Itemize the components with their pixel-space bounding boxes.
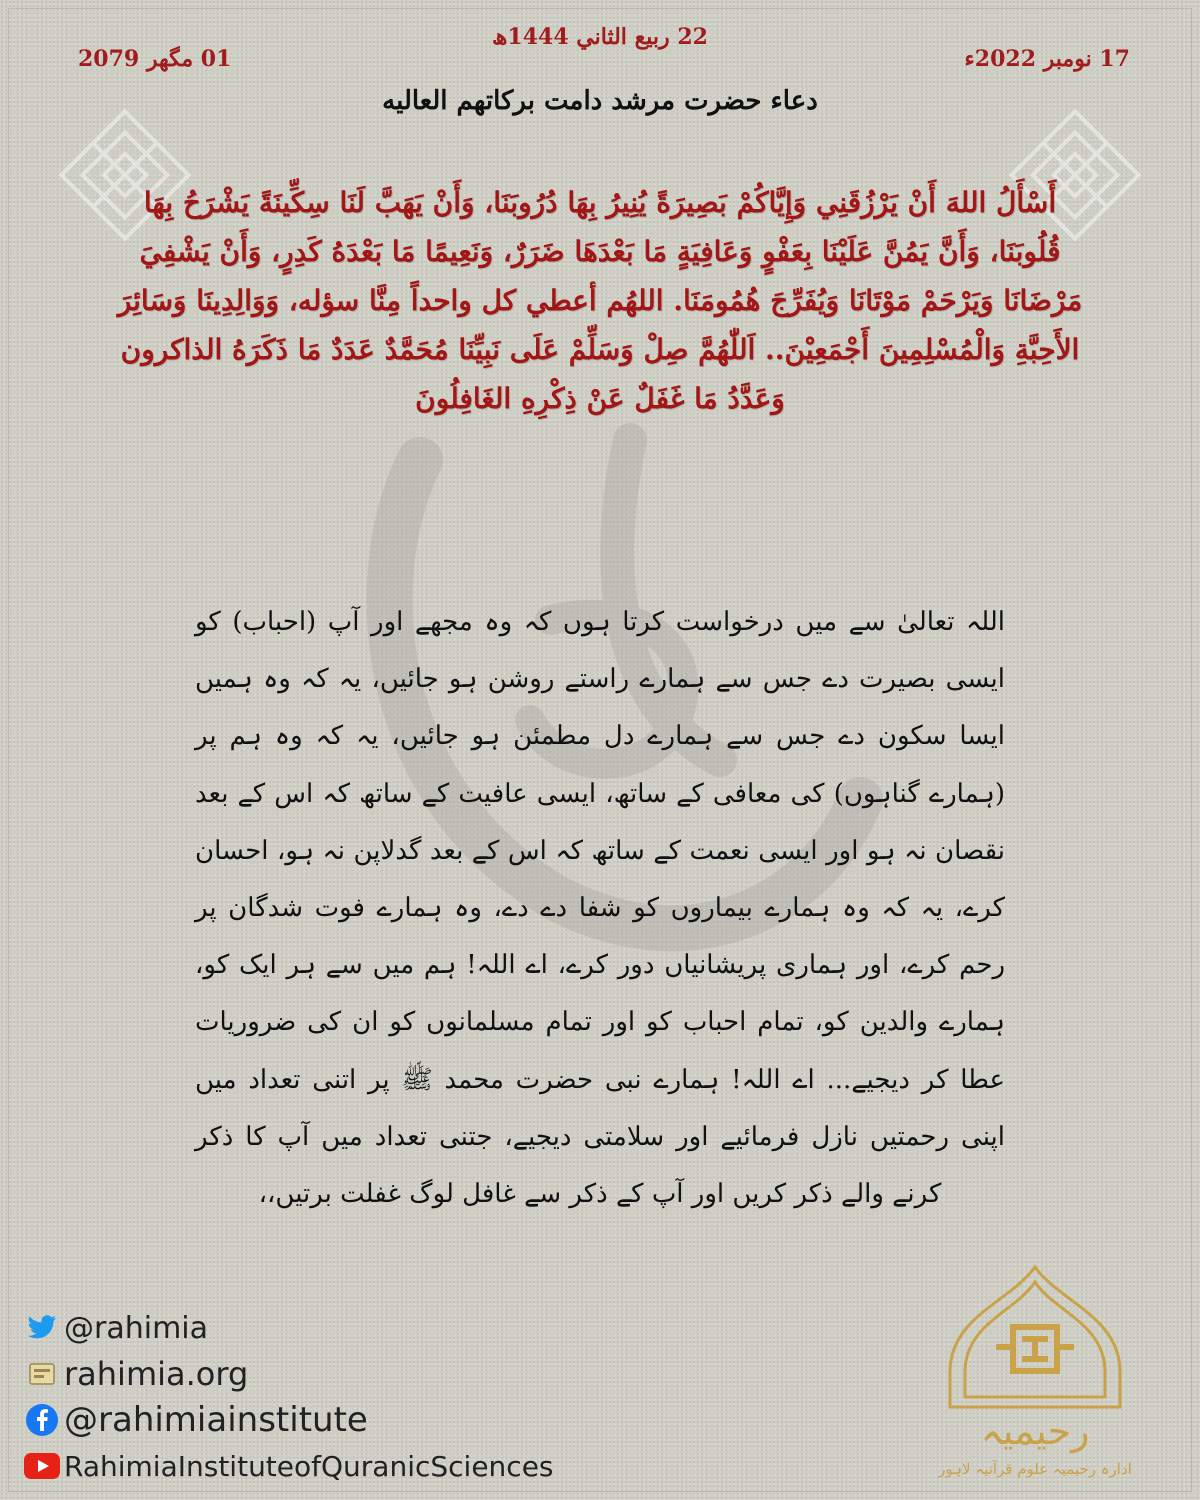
social-links (24, 1306, 554, 1490)
date-gregorian: 17 نومبر 2022ء (964, 46, 1130, 72)
youtube-icon (24, 1448, 60, 1484)
website-icon (24, 1356, 60, 1392)
facebook-icon (24, 1402, 60, 1438)
dua-arabic-text: أَسْأَلُ اللهَ أَنْ يَرْزُقَنِي وَإِيَّاكُمْ بَصِيرَةً يُنِيرُ بِهَا دُرُوبَنَا، وَأَنْ يَهَبَّ لَنَا سِكِّينَةً يَشْرَحُ بِهَا قُلُوبَنَا، وَأَنَّ يَمُنَّ عَلَيْنَا بِعَفْوٍ وَعَافِيَةٍ مَا بَعْدَهَا ضَرَرٌ، وَنَعِيمًا مَا بَعْدَهُ كَدِرٍ، وَأَنْ يَشْفِيَ مَرْضَانَا وَيَرْحَمْ مَوْتَانَا وَيُفَرِّجَ هُمُومَنَا. اللهُم أعطي كل واحداً مِنَّا سؤله، وَوَالِدِينَا وَسَائِرَ الأَحِبَّةِ وَالْمُسْلِمِينَ أَجْمَعِيْنَ.. اَللّٰهُمَّ صِلْ وَسَلِّمْ عَلَى نَبِيِّنَا مُحَمَّدٌ عَدَدٌ مَا ذَكَرَهُ الذاكرون وَعَدَّدُ مَا غَفَلٌ عَنْ ذِكْرِهِ الغَافِلُونَ (117, 186, 1083, 415)
facebook-link[interactable] (24, 1398, 554, 1442)
website-link[interactable] (24, 1352, 554, 1396)
logo-subtitle: ادارہ رحیمیہ علوم قرآنیہ لاہور (938, 1460, 1132, 1478)
dua-urdu-translation: اللہ تعالیٰ سے میں درخواست کرتا ہوں کہ وہ مجھے اور آپ (احباب) کو ایسی بصیرت دے جس سے ہمارے راستے روشن ہو جائیں، یہ کہ وہ ہمیں ایسا سکون دے جس سے ہمارے دل مطمئن ہو جائیں، یہ کہ وہ ہم پر (ہمارے گناہوں) کی معافی کے ساتھ، ایسی عافیت کے ساتھ کہ اس کے بعد نقصان نہ ہو اور ایسی نعمت کے ساتھ کہ اس کے بعد گدلاپن نہ ہو، احسان کرے، یہ کہ وہ ہمارے بیماروں کو شفا دے دے، وہ ہمارے فوت شدگان پر رحم کرے، اور ہماری پریشانیاں دور کرے، اے اللہ! ہم میں سے ہر ایک کو، ہمارے والدین کو، تمام احباب کو اور تمام مسلمانوں کو ان کی ضروریات عطا کر دیجیے... اے اللہ! ہمارے نبی حضرت محمد ﷺ پر اتنی تعداد میں اپنی رحمتیں نازل فرمائیے اور سلامتی دیجیے، جتنی تعداد میں آپ کا ذکر کرنے والے ذکر کریں اور آپ کے ذکر سے غافل لوگ غفلت برتیں،، (195, 607, 1005, 1209)
twitter-link[interactable] (24, 1306, 554, 1350)
date-hijri: 22 ربيع الثاني 1444ھ (492, 24, 708, 50)
rahimia-logo (910, 1262, 1160, 1487)
twitter-handle: @rahimia (64, 1310, 209, 1346)
facebook-handle: @rahimiainstitute (64, 1400, 368, 1440)
twitter-bird-icon (24, 1310, 60, 1346)
date-bikrami: 01 مگھر 2079 (78, 46, 232, 72)
page-title: دعاء حضرت مرشد دامت بركاتهم العاليه (382, 86, 818, 116)
youtube-channel: RahimiaInstituteofQuranicSciences (64, 1449, 554, 1483)
website-url: rahimia.org (64, 1355, 249, 1393)
youtube-link[interactable] (24, 1444, 554, 1488)
logo-name: رحیمیہ (980, 1409, 1090, 1453)
